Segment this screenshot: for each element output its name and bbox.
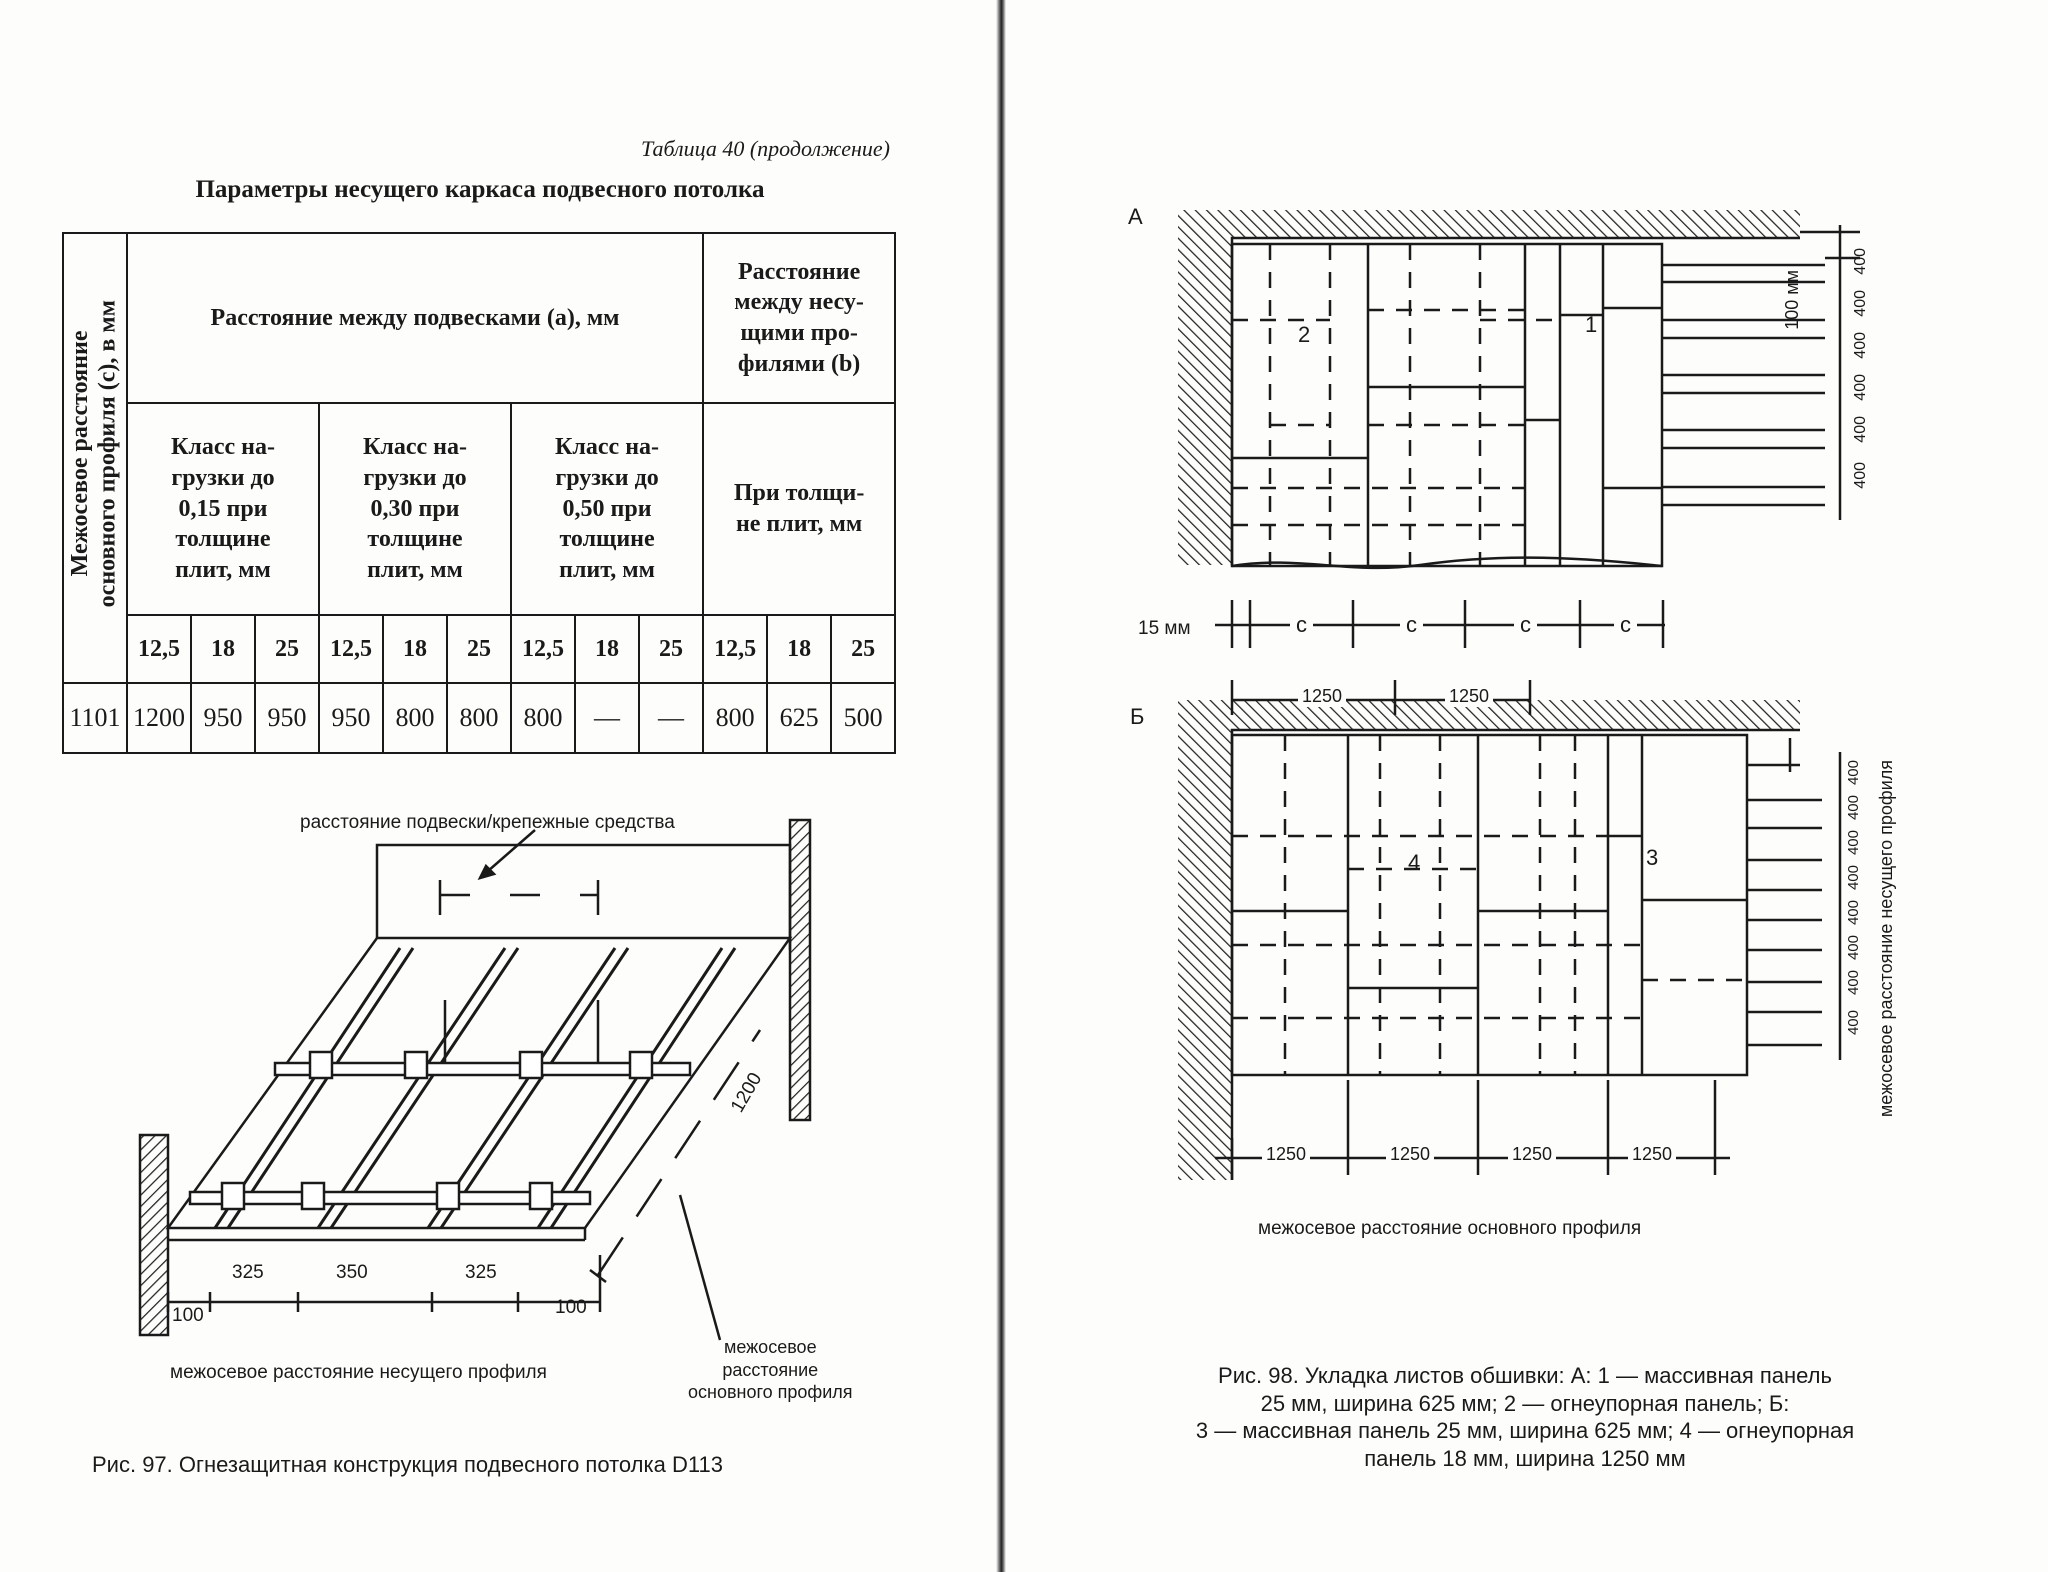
row-first-cell: 1101 [63,683,127,753]
value-cell: 950 [255,683,319,753]
fig98a-dim-400: 400 [1852,374,1869,401]
class-header-3: Класс на- грузки до 0,50 при толщине плит, мм [511,403,703,615]
value-cell: 800 [447,683,511,753]
fig98b-bottom-dim: 1250 [1628,1144,1676,1165]
fig98-caption: Рис. 98. Укладка листов обшивки: А: 1 — массивная панель 25 мм, ширина 625 мм; 2 — огнеупорная панель; Б: 3 — массивная панель 25 мм, ширина 625 мм; 4 — огнеупорная панель 18 мм, ширина 1250 мм [1195,1363,1855,1471]
value-cell: 800 [511,683,575,753]
value-cell: — [639,683,703,753]
class-header-4: При толщи- не плит, мм [703,403,895,615]
fig98b-top-dim: 1250 [1445,686,1493,707]
value-cell: — [575,683,639,753]
fig98b-bottom-dim: 1250 [1386,1144,1434,1165]
fig98b-dim-400: 400 [1845,1010,1862,1036]
value-cell: 500 [831,683,895,753]
fig98a-dim-400: 400 [1852,248,1869,275]
fig97-caption: Рис. 97. Огнезащитная конструкция подвесного потолка D113 [92,1452,723,1477]
thickness-cell: 18 [191,615,255,683]
fig98b-dim-400: 400 [1845,900,1862,926]
value-cell: 950 [191,683,255,753]
value-cell: 950 [319,683,383,753]
right-header: Расстояние между несу- щими про- филями (b) [703,233,895,403]
thickness-cell: 12,5 [511,615,575,683]
col1-header: Межосевое расстояние основного профиля (с), в мм [67,299,121,608]
fig98b-vertical-label: межосевое расстояние несущего профиля [1876,760,1896,1118]
class-header-2: Класс на- грузки до 0,30 при толщине плит, мм [319,403,511,615]
fig98a-c-label: с [1400,612,1423,638]
fig98a-c-label: с [1514,612,1537,638]
fig98b-bottom-label: межосевое расстояние основного профиля [1258,1218,1642,1239]
thickness-cell: 12,5 [319,615,383,683]
fig98a-dim-400: 400 [1852,332,1869,359]
thickness-cell: 12,5 [127,615,191,683]
thickness-cell: 25 [447,615,511,683]
fig98b-panel-3: 3 [1646,845,1659,870]
fig98a-dim-400: 400 [1852,416,1869,443]
thickness-cell: 18 [383,615,447,683]
value-cell: 625 [767,683,831,753]
group-header: Расстояние между подвесками (а), мм [127,233,703,403]
fig97-dim-325-left: 325 [232,1262,264,1283]
fig98b-bottom-dim: 1250 [1508,1144,1556,1165]
value-cell: 1200 [127,683,191,753]
fig98a-c-label: с [1614,612,1637,638]
class-header-1: Класс на- грузки до 0,15 при толщине плит, мм [127,403,319,615]
value-cell: 800 [383,683,447,753]
fig98a-letter: А [1128,204,1143,229]
fig98a-panel-2: 2 [1298,322,1311,347]
thickness-cell: 25 [639,615,703,683]
fig98a-dim-400: 400 [1852,462,1869,489]
fig97-dim-1200: 1200 [727,1069,767,1117]
fig97-label-bottom-right: межосевое расстояние основного профиля [688,1337,853,1402]
fig98a-panel-1: 1 [1585,312,1598,337]
thickness-cell: 18 [767,615,831,683]
value-cell: 800 [703,683,767,753]
fig98b-dim-400: 400 [1845,795,1862,821]
fig98b-dim-400: 400 [1845,935,1862,961]
table-caption: Таблица 40 (продолжение) [641,136,890,161]
fig98b-bottom-dim: 1250 [1262,1144,1310,1165]
fig98b-dim-400: 400 [1845,970,1862,996]
thickness-cell: 25 [831,615,895,683]
fig97-dim-350: 350 [336,1262,368,1283]
thickness-cell: 18 [575,615,639,683]
fig98b-letter: Б [1130,704,1145,729]
table-title: Параметры несущего каркаса подвесного потолка [195,176,765,203]
fig97-dim-325-right: 325 [465,1262,497,1283]
thickness-cell: 12,5 [703,615,767,683]
fig98b-dim-400: 400 [1845,760,1862,786]
fig98b-top-dim: 1250 [1298,686,1346,707]
thickness-cell: 25 [255,615,319,683]
fig98a-dim-15mm: 15 мм [1138,618,1191,639]
fig97-top-label: расстояние подвески/крепежные средства [300,812,675,833]
fig98b-dim-400: 400 [1845,865,1862,891]
fig98b-panel-4: 4 [1408,850,1421,875]
fig97-dim-100-left: 100 [172,1305,204,1326]
fig98a-dim-400: 400 [1852,290,1869,317]
fig97-dim-100-right: 100 [555,1297,587,1318]
fig98a-c-label: с [1290,612,1313,638]
fig97-label-bottom-left: межосевое расстояние несущего профиля [170,1362,547,1383]
fig98b-dim-400: 400 [1845,830,1862,856]
fig98a-dim-100mm: 100 мм [1782,270,1802,330]
